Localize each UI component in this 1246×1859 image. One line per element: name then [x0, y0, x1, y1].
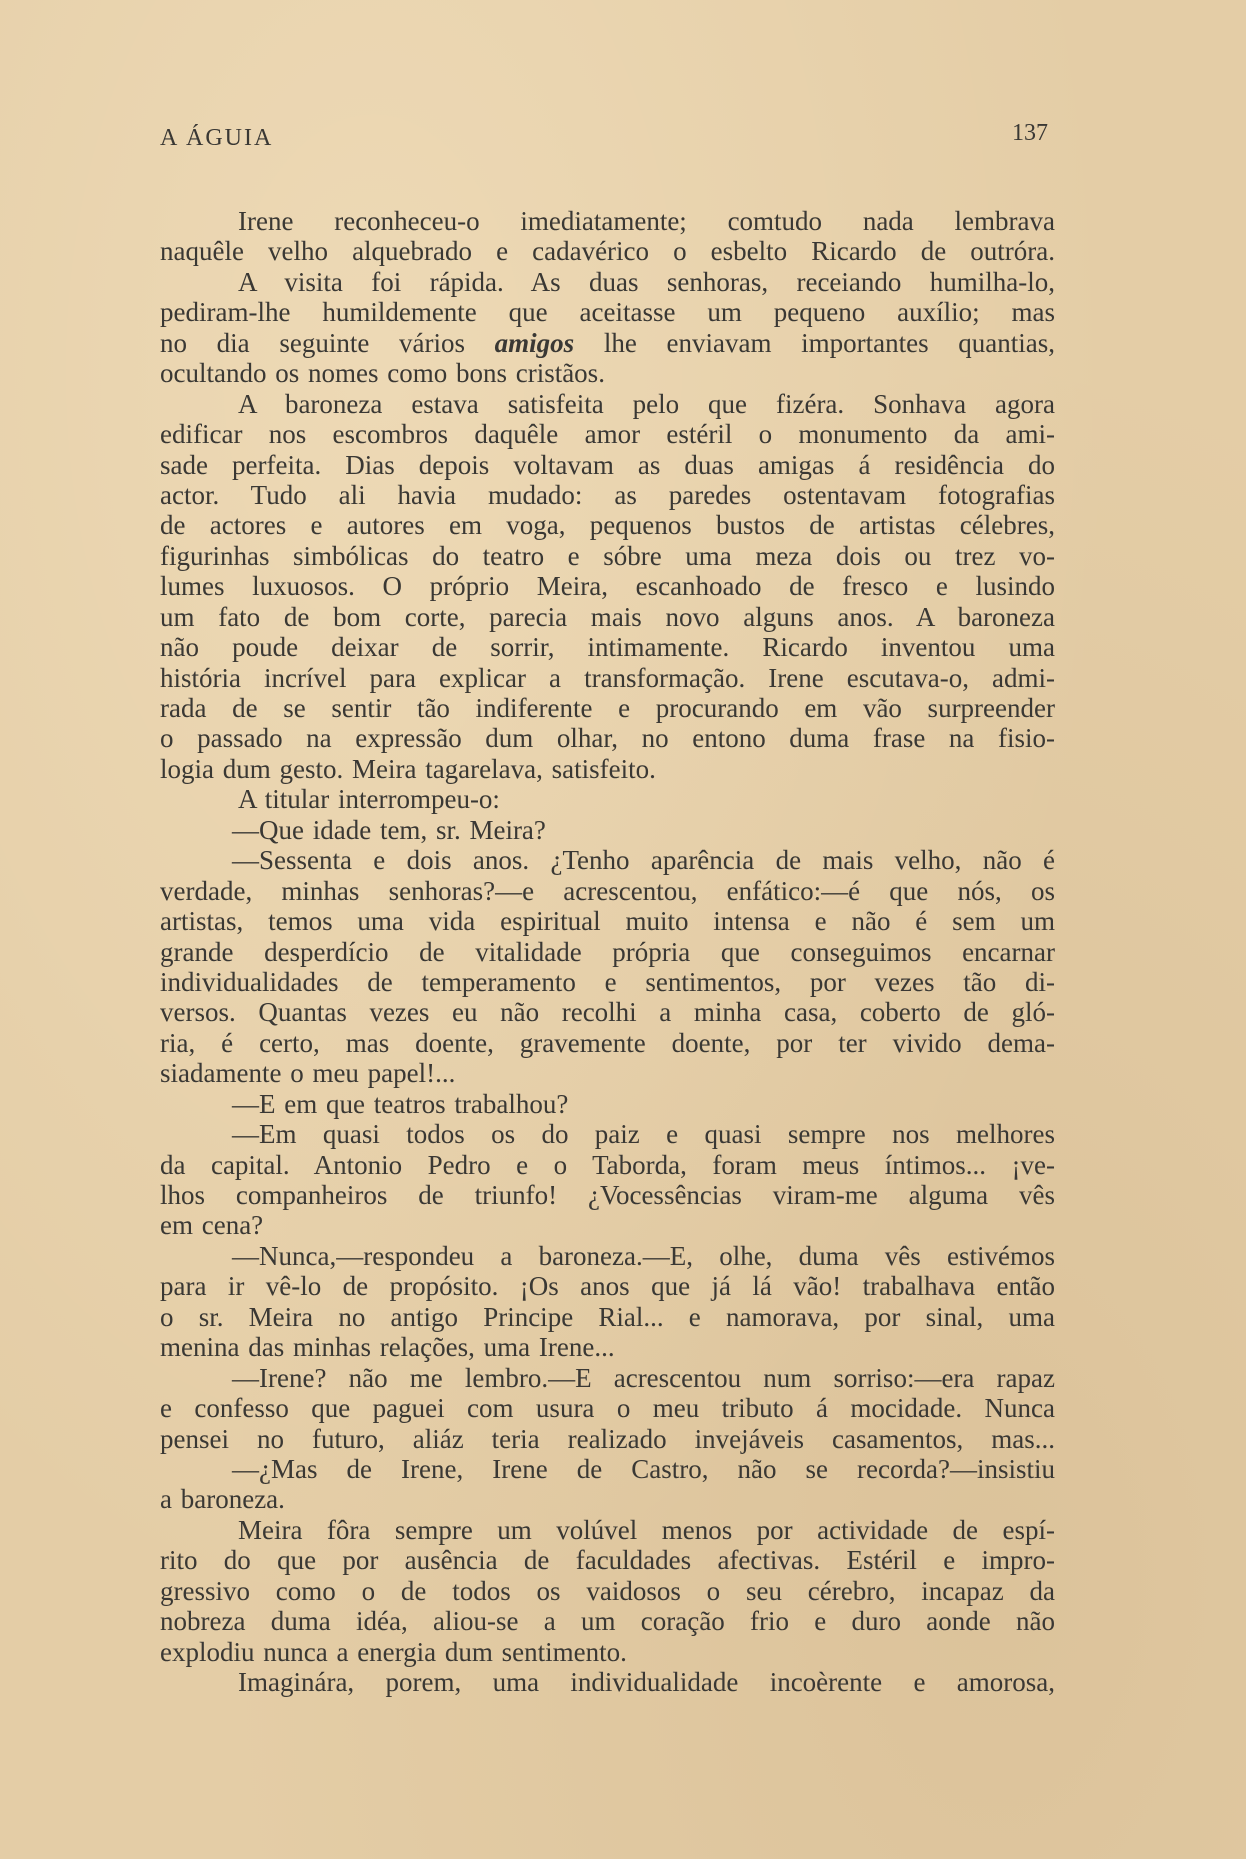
text-line: o sr. Meira no antigo Principe Rial... e namorava, por sinal, uma	[160, 1301, 1055, 1332]
text-line: siadamente o meu papel!...	[160, 1058, 456, 1089]
text-line: A visita foi rápida. As duas senhoras, receiando humilha-lo,	[238, 266, 1055, 297]
text-line: rada de se sentir tão indiferente e procurando em vão surpreender	[160, 693, 1055, 723]
text-line: explodiu nunca a energia dum sentimento.	[160, 1636, 627, 1667]
text-line: —¿Mas de Irene, Irene de Castro, não se recorda?—insistiu	[232, 1453, 1055, 1484]
text-line: individualidades de temperamento e sentimentos, por vezes tão di-	[160, 966, 1055, 997]
text-line: lhos companheiros de triunfo! ¿Vocessências viram-me alguma vês	[160, 1180, 1055, 1210]
text-line: —Sessenta e dois anos. ¿Tenho aparência de mais velho, não é	[232, 845, 1055, 876]
text-line: lumes luxuosos. O próprio Meira, escanhoado de fresco e lusindo	[160, 571, 1055, 602]
text-line: verdade, minhas senhoras?—e acrescentou, enfático:—é que nós, os	[160, 875, 1055, 906]
text-line: ria, é certo, mas doente, gravemente doente, por ter vivido dema-	[160, 1027, 1055, 1058]
text-line: grande desperdício de vitalidade própria que conseguimos encarnar	[160, 936, 1055, 967]
text-line: menina das minhas relações, uma Irene...	[160, 1332, 615, 1363]
text-line: sade perfeita. Dias depois voltavam as duas amigas á residência do	[160, 449, 1055, 480]
text-line: actor. Tudo ali havia mudado: as paredes ostentavam fotografias	[160, 479, 1055, 510]
text-line: naquêle velho alquebrado e cadavérico o esbelto Ricardo de outróra.	[160, 236, 1055, 267]
text-line: Meira fôra sempre um volúvel menos por actividade de espí-	[238, 1514, 1055, 1545]
text-line: pensei no futuro, aliáz teria realizado invejáveis casamentos, mas...	[160, 1423, 1055, 1454]
text-line: A baroneza estava satisfeita pelo que fizéra. Sonhava agora	[238, 388, 1055, 419]
text-line: para ir vê-lo de propósito. ¡Os anos que já lá vão! trabalhava então	[160, 1271, 1055, 1302]
text-line: artistas, temos uma vida espiritual muito intensa e não é sem um	[160, 906, 1055, 937]
text-line: um fato de bom corte, parecia mais novo alguns anos. A baroneza	[160, 601, 1055, 632]
text-line: A titular interrompeu-o:	[238, 784, 500, 815]
text-line: —Nunca,—respondeu a baroneza.—E, olhe, duma vês estivémos	[232, 1240, 1055, 1271]
text-line	[160, 328, 1055, 358]
text-line: edificar nos escombros daquêle amor estéril o monumento da ami-	[160, 419, 1055, 450]
text-line: rito do que por ausência de faculdades afectivas. Estéril e impro-	[160, 1545, 1055, 1576]
text-line: de actores e autores em voga, pequenos bustos de artistas célebres,	[160, 510, 1055, 541]
text-line: versos. Quantas vezes eu não recolhi a minha casa, coberto de gló-	[160, 997, 1055, 1028]
text-line: —Irene? não me lembro.—E acrescentou num sorriso:—era rapaz	[232, 1362, 1055, 1393]
text-line: figurinhas simbólicas do teatro e sóbre uma meza dois ou trez vo-	[160, 540, 1055, 571]
text-line: Irene reconheceu-o imediatamente; comtudo nada lembrava	[238, 206, 1055, 236]
text-line: Imaginára, porem, uma individualidade incoèrente e amorosa,	[238, 1667, 1055, 1697]
text-line: —Em quasi todos os do paiz e quasi sempre nos melhores	[232, 1119, 1055, 1150]
text-segment: no dia seguinte vários	[160, 327, 495, 358]
text-line: o passado na expressão dum olhar, no entono duma frase na fisio-	[160, 723, 1055, 754]
running-head: A ÁGUIA	[160, 125, 274, 151]
text-line: —Que idade tem, sr. Meira?	[232, 814, 546, 845]
text-segment: lhe enviavam importantes quantias,	[574, 327, 1056, 358]
italic-word: amigos	[494, 327, 575, 358]
text-line: pediram-lhe humildemente que aceitasse um pequeno auxílio; mas	[160, 297, 1055, 328]
text-line: gressivo como o de todos os vaidosos o seu cérebro, incapaz da	[160, 1575, 1055, 1606]
text-line: logia dum gesto. Meira tagarelava, satisfeito.	[160, 753, 656, 784]
body-text	[160, 206, 1055, 1697]
text-line: ocultando os nomes como bons cristãos.	[160, 358, 605, 389]
text-line: não poude deixar de sorrir, intimamente. Ricardo inventou uma	[160, 632, 1055, 663]
text-line: —E em que teatros trabalhou?	[232, 1088, 569, 1119]
page-number: 137	[1012, 120, 1048, 146]
text-line: e confesso que paguei com usura o meu tributo á mocidade. Nunca	[160, 1393, 1055, 1424]
text-line: em cena?	[160, 1210, 264, 1241]
text-line: história incrível para explicar a transformação. Irene escutava-o, admi-	[160, 662, 1055, 693]
text-line: nobreza duma idéa, aliou-se a um coração frio e duro aonde não	[160, 1606, 1055, 1637]
text-line: da capital. Antonio Pedro e o Taborda, foram meus íntimos... ¡ve-	[160, 1149, 1055, 1180]
text-line: a baroneza.	[160, 1484, 285, 1515]
